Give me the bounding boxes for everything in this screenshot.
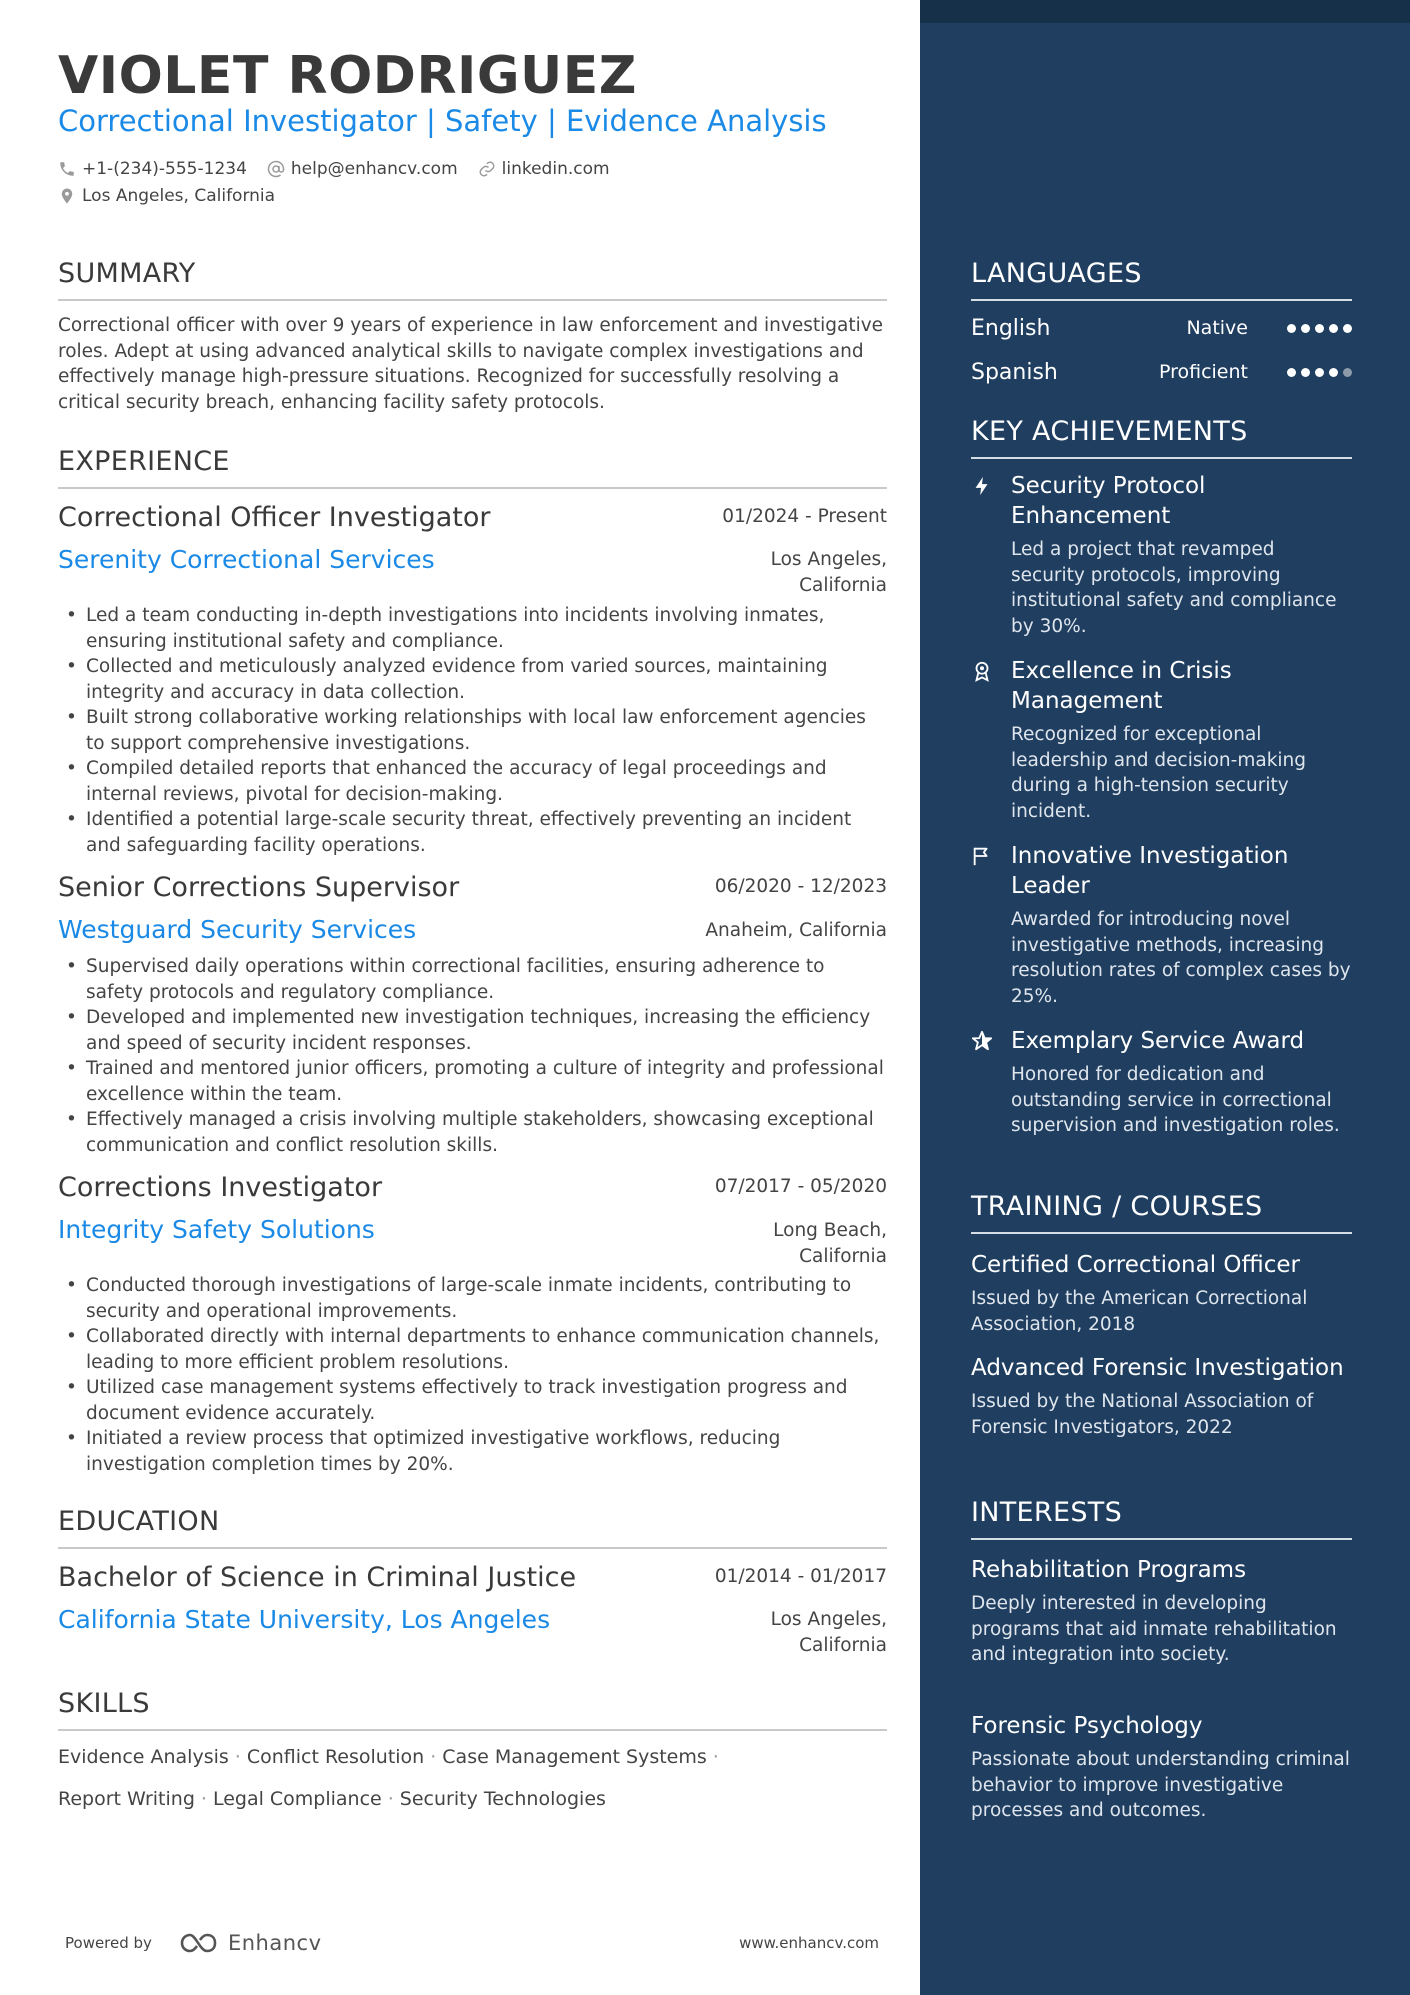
- job-title: Correctional Officer Investigator: [58, 502, 491, 533]
- rating-dot: [1301, 324, 1310, 333]
- enhancv-logo[interactable]: [178, 1931, 322, 1955]
- language-level: Native: [1186, 317, 1248, 339]
- skill-separator: ·: [430, 1746, 437, 1768]
- skill-separator: ·: [712, 1746, 719, 1768]
- achievement-item: [971, 656, 1352, 824]
- interest-item: [971, 1555, 1352, 1668]
- achievement-desc: Led a project that revamped security protocols, improving institutional safety and compliance by 30%.: [1011, 539, 1337, 637]
- location-text: Los Angeles, California: [82, 186, 276, 206]
- experience-heading: EXPERIENCE: [58, 446, 887, 489]
- job-location: [771, 547, 887, 598]
- rating-dot: [1287, 368, 1296, 377]
- phone-text: +1-(234)-555-1234: [82, 159, 247, 179]
- skill-item: Security Technologies: [399, 1788, 606, 1810]
- achievement-desc: Recognized for exceptional leadership and decision-making during a high-tension security incident.: [1011, 724, 1307, 822]
- rating-dot: [1329, 368, 1338, 377]
- email-contact[interactable]: [267, 159, 458, 179]
- achievement-desc: Honored for dedication and outstanding service in correctional supervision and investigation roles.: [1011, 1064, 1340, 1136]
- skill-item: Report Writing: [58, 1788, 195, 1810]
- contact-row: [58, 159, 630, 179]
- job-date: 06/2020 - 12/2023: [714, 876, 887, 897]
- achievement-item: [971, 1026, 1352, 1139]
- course-desc: Issued by the National Association of Forensic Investigators, 2022: [971, 1391, 1314, 1438]
- bullet-item: • Conducted thorough investigations of large-scale inmate incidents, contributing to security and operational improvements.: [58, 1273, 887, 1324]
- language-rating: [1282, 324, 1352, 333]
- rating-dot: [1343, 324, 1352, 333]
- phone-contact: [58, 159, 247, 179]
- phone-icon: [58, 160, 76, 178]
- enhancv-brand: Enhancv: [227, 1931, 322, 1955]
- company-name: Westguard Security Services: [58, 915, 417, 944]
- job-location-line: Anaheim, California: [705, 920, 887, 941]
- language-name: English: [971, 315, 1051, 341]
- skill-separator: ·: [234, 1746, 241, 1768]
- achievement-title: Security Protocol Enhancement: [1011, 473, 1206, 529]
- job-date: 07/2017 - 05/2020: [714, 1176, 887, 1197]
- rating-dot: [1315, 368, 1324, 377]
- job-location-line: Los Angeles,: [770, 549, 887, 570]
- achievement-title: Exemplary Service Award: [1011, 1028, 1305, 1054]
- bullet-item: • Supervised daily operations within correctional facilities, ensuring adherence to safety protocols and regulatory compliance.: [58, 954, 887, 1005]
- education-date: 01/2014 - 01/2017: [714, 1566, 887, 1587]
- skills-heading: SKILLS: [58, 1688, 887, 1731]
- main-column: [58, 0, 887, 1995]
- linkedin-contact[interactable]: [478, 159, 610, 179]
- bullet-item: • Developed and implemented new investigation techniques, increasing the efficiency and speed of security incident responses.: [58, 1005, 887, 1056]
- rating-dot: [1315, 324, 1324, 333]
- company-name: Integrity Safety Solutions: [58, 1215, 375, 1244]
- education-location-line: California: [799, 1634, 887, 1656]
- education-location: [771, 1607, 887, 1658]
- powered-by-label: Powered by: [65, 1934, 152, 1952]
- candidate-name: VIOLET RODRIGUEZ: [58, 46, 637, 106]
- flag-icon: [971, 845, 993, 867]
- at-sign-icon: [267, 160, 285, 178]
- interest-title: Forensic Psychology: [971, 1713, 1203, 1739]
- skills-row: [58, 1778, 887, 1820]
- language-item: [971, 313, 1352, 343]
- skill-item: Case Management Systems: [442, 1746, 707, 1768]
- interest-desc: Passionate about understanding criminal behavior to improve investigative processes and outcomes.: [971, 1749, 1350, 1821]
- bullet-item: • Effectively managed a crisis involving multiple stakeholders, showcasing exceptional communication and conflict resolution skills.: [58, 1107, 887, 1158]
- rating-dot: [1301, 368, 1310, 377]
- achievement-item: [971, 841, 1352, 1009]
- bullet-item: • Identified a potential large-scale security threat, effectively preventing an incident and safeguarding facility operations.: [58, 807, 887, 858]
- lightning-bolt-icon: [971, 475, 993, 497]
- language-level: Proficient: [1158, 361, 1248, 383]
- bullet-item: • Collaborated directly with internal departments to enhance communication channels, leading to more efficient problem resolutions.: [58, 1324, 887, 1375]
- skill-item: Conflict Resolution: [246, 1746, 425, 1768]
- skills-row: [58, 1736, 887, 1778]
- skill-separator: ·: [387, 1788, 394, 1810]
- skill-item: Legal Compliance: [212, 1788, 382, 1810]
- award-ribbon-icon: [971, 660, 993, 682]
- degree-title: Bachelor of Science in Criminal Justice: [58, 1562, 577, 1593]
- skill-item: Evidence Analysis: [58, 1746, 229, 1768]
- bullet-item: • Collected and meticulously analyzed evidence from varied sources, maintaining integrity and accuracy in data collection.: [58, 654, 887, 705]
- interest-desc: Deeply interested in developing programs that aid inmate rehabilitation and integration into society.: [971, 1593, 1337, 1665]
- interests-heading: INTERESTS: [971, 1497, 1352, 1540]
- rating-dot: [1287, 324, 1296, 333]
- sidebar: [920, 0, 1410, 1995]
- summary-heading: SUMMARY: [58, 258, 887, 301]
- job-bullets: [58, 603, 887, 858]
- company-name: Serenity Correctional Services: [58, 545, 435, 574]
- training-heading: TRAINING / COURSES: [971, 1191, 1352, 1234]
- email-text: help@enhancv.com: [290, 159, 458, 179]
- job-location-line: California: [799, 1245, 887, 1267]
- footer-url[interactable]: www.enhancv.com: [739, 1934, 879, 1952]
- interest-item: [971, 1711, 1352, 1824]
- footer: [58, 1928, 887, 1958]
- skill-separator: ·: [200, 1788, 207, 1810]
- star-icon: [971, 1030, 993, 1052]
- summary-text: Correctional officer with over 9 years of experience in law enforcement and investigative roles. Adept at using advanced analytical skills to navigate complex investigations and effectively manage high-pressure situations. Recognized for successfully resolving a critical security breach, enhancing facility safety protocols.: [58, 315, 884, 413]
- bullet-item: • Led a team conducting in-depth investigations into incidents involving inmates, ensuring institutional safety and compliance.: [58, 603, 887, 654]
- course-desc: Issued by the American Correctional Association, 2018: [971, 1288, 1308, 1335]
- job-date: 01/2024 - Present: [722, 506, 887, 527]
- job-location: [705, 918, 887, 944]
- achievement-title: Excellence in Crisis Management: [1011, 658, 1232, 714]
- rating-dot-empty: [1343, 368, 1352, 377]
- map-pin-icon: [58, 187, 76, 205]
- language-item: [971, 357, 1352, 387]
- location-row: [58, 186, 295, 206]
- bullet-item: • Trained and mentored junior officers, promoting a culture of integrity and professional excellence within the team.: [58, 1056, 887, 1107]
- link-icon: [478, 160, 496, 178]
- skills-list: [58, 1736, 887, 1820]
- course-title: Certified Correctional Officer: [971, 1252, 1300, 1278]
- school-name: California State University, Los Angeles: [58, 1605, 551, 1634]
- education-location-line: Los Angeles,: [770, 1609, 887, 1630]
- job-title: Corrections Investigator: [58, 1172, 383, 1203]
- bullet-item: • Compiled detailed reports that enhanced the accuracy of legal proceedings and internal reviews, pivotal for decision-making.: [58, 756, 887, 807]
- headline: Correctional Investigator | Safety | Evidence Analysis: [58, 104, 827, 138]
- language-rating: [1282, 368, 1352, 377]
- interest-title: Rehabilitation Programs: [971, 1557, 1247, 1583]
- achievement-desc: Awarded for introducing novel investigative methods, increasing resolution rates of complex cases by 25%.: [1011, 909, 1351, 1007]
- job-title: Senior Corrections Supervisor: [58, 872, 460, 903]
- rating-dot: [1329, 324, 1338, 333]
- job-location-line: California: [799, 574, 887, 596]
- achievement-item: [971, 471, 1352, 639]
- bullet-item: • Initiated a review process that optimized investigative workflows, reducing investigation completion times by 20%.: [58, 1426, 887, 1477]
- infinity-logo-icon: [178, 1931, 226, 1955]
- language-name: Spanish: [971, 359, 1058, 385]
- course-item: [971, 1250, 1352, 1337]
- linkedin-text: linkedin.com: [501, 159, 610, 179]
- job-location: [773, 1218, 887, 1269]
- languages-heading: LANGUAGES: [971, 258, 1352, 301]
- job-bullets: [58, 954, 887, 1158]
- course-item: [971, 1353, 1352, 1440]
- job-bullets: [58, 1273, 887, 1477]
- achievements-heading: KEY ACHIEVEMENTS: [971, 416, 1352, 459]
- course-title: Advanced Forensic Investigation: [971, 1355, 1344, 1381]
- job-location-line: Long Beach,: [773, 1220, 887, 1241]
- sidebar-top-band: [920, 0, 1410, 23]
- achievement-title: Innovative Investigation Leader: [1011, 843, 1289, 899]
- bullet-item: • Utilized case management systems effectively to track investigation progress and document evidence accurately.: [58, 1375, 887, 1426]
- bullet-item: • Built strong collaborative working relationships with local law enforcement agencies to support comprehensive investigations.: [58, 705, 887, 756]
- education-heading: EDUCATION: [58, 1506, 887, 1549]
- location-contact: [58, 186, 275, 206]
